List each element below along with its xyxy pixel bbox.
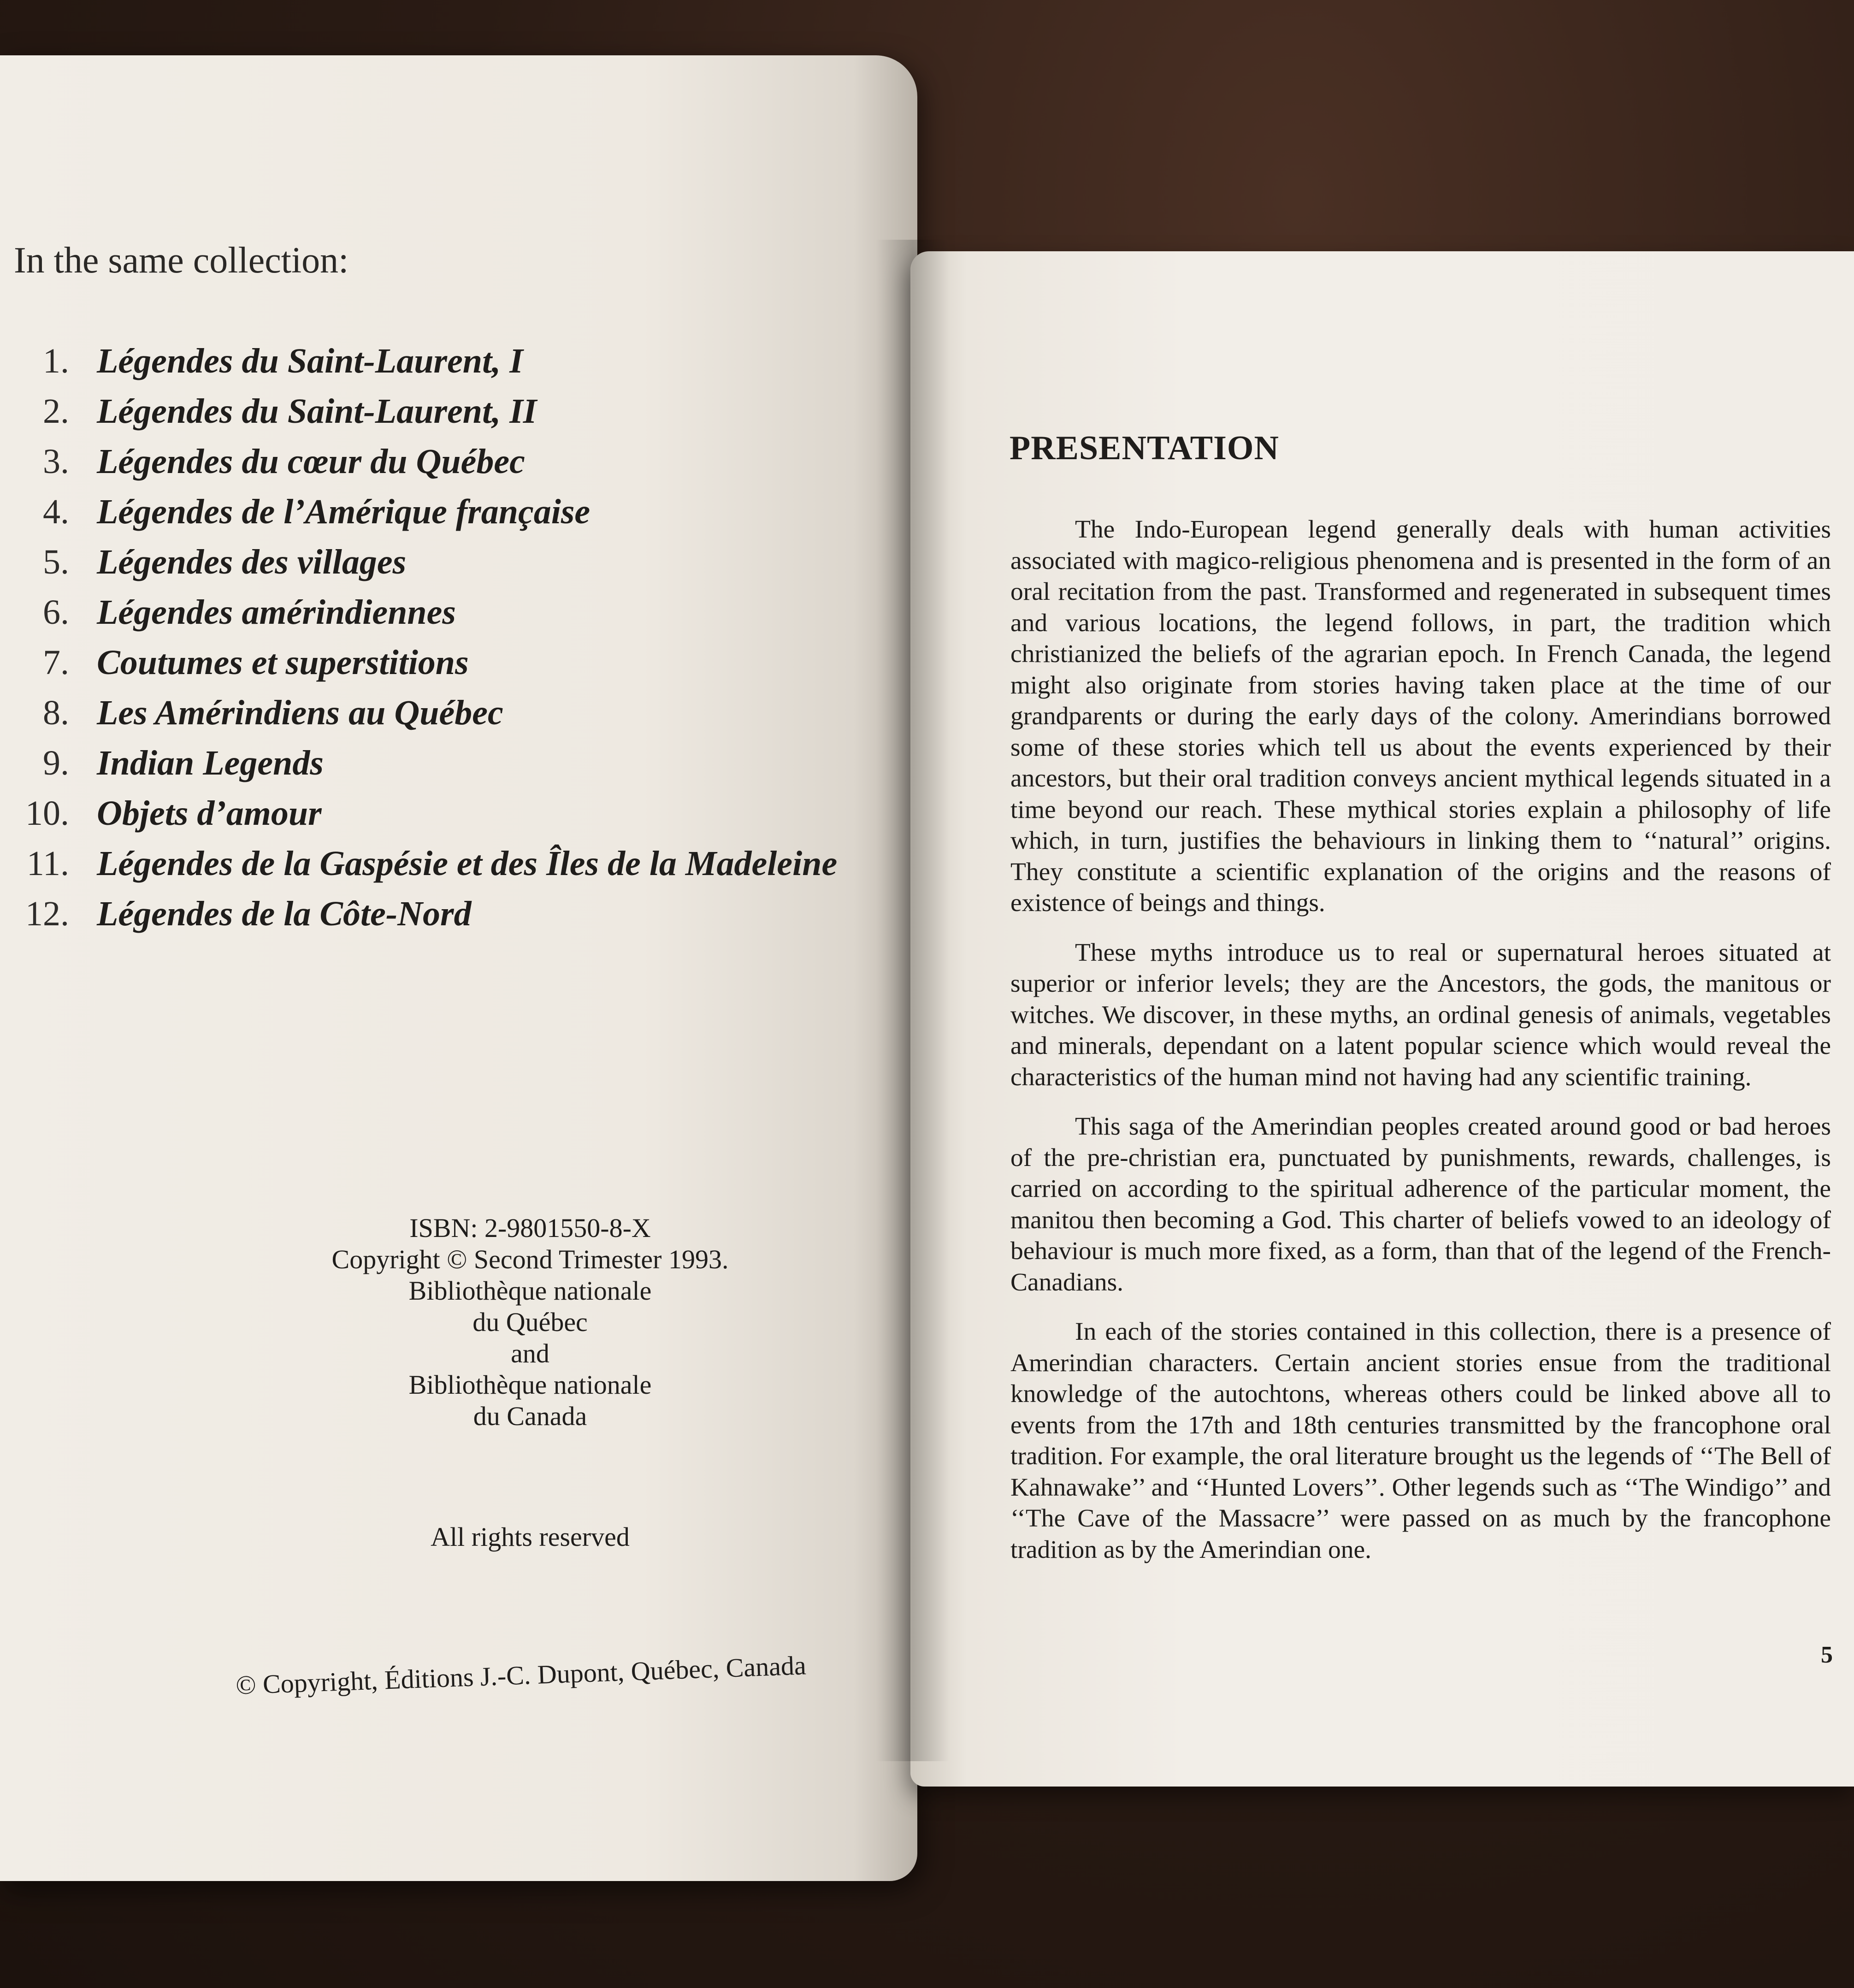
list-item: [9, 894, 885, 944]
library-line: Bibliothèque nationale: [408, 1276, 652, 1306]
list-item-number: 9.: [43, 744, 69, 782]
imprint-block: [277, 1213, 784, 1432]
list-item-title: Légendes du Saint-Laurent, I: [97, 342, 523, 380]
list-item: [9, 643, 885, 693]
list-item-number: 7.: [43, 643, 69, 682]
list-item: [9, 592, 885, 643]
list-item-number: 6.: [43, 593, 69, 632]
list-item-title: Légendes du cœur du Québec: [97, 442, 525, 481]
list-item-number: 3.: [43, 442, 69, 481]
list-item-number: 10.: [25, 794, 69, 833]
list-item-title: Légendes amérindiennes: [97, 593, 456, 632]
list-item-title: Les Amérindiens au Québec: [97, 693, 503, 732]
collection-list: [9, 341, 885, 944]
paragraph: This saga of the Amerindian peoples created around good or bad heroes of the pre-christian era, punctuated by punishments, rewards, challenges, is carried on according to the spiritual adherence of the particular moment, the manitou then becoming a God. This charter of beliefs vowed to an ideology of behaviour is much more fixed, as a form, than that of the legend of the French-Canadians.: [1010, 1112, 1831, 1296]
list-item: [9, 844, 885, 894]
list-item: [9, 542, 885, 592]
list-item-number: 1.: [43, 342, 69, 380]
list-item-title: Indian Legends: [97, 744, 324, 782]
library-line: du Québec: [472, 1307, 588, 1337]
copyright-line: Copyright © Second Trimester 1993.: [331, 1244, 729, 1274]
list-item: [9, 693, 885, 743]
list-item-number: 12.: [25, 894, 69, 933]
library-line: and: [511, 1338, 549, 1368]
list-item: [9, 492, 885, 542]
library-line: du Canada: [473, 1401, 587, 1431]
page-number: 5: [1821, 1642, 1833, 1668]
list-item-number: 4.: [43, 492, 69, 531]
collection-heading: In the same collection:: [14, 240, 349, 281]
paragraph: The Indo-European legend generally deals with human activities associated with magico-religious phenomena and is presented in the form of an oral recitation from the past. Transformed and regenerated in subsequent times and various locations, the legend follows, in part, the tradition which christianized the beliefs of the agrarian epoch. In French Canada, the legend might also originate from stories having taken place at the time of our grandparents or during the early days of the colony. Amerindians borrowed some of these stories which tell us about the events experienced by their ancestors, but their oral tradition conveys ancient mythical legends situated in a time beyond our reach. These mythical stories explain a philosophy of life which, in turn, justifies the behaviours in linking them to ‘‘natural’’ origins. They constitute a scientific explanation of the origins and the reasons of existence of beings and things.: [1010, 515, 1831, 917]
paragraph: In each of the stories contained in this collection, there is a presence of Amerindian characters. Certain ancient stories ensue from the traditional knowledge of the autochtons, whereas others could be linked above all to events from the 17th and 18th centuries transmitted by the francophone oral tradition. For example, the oral literature brought us the legends of ‘‘The Bell of Kahnawake’’ and ‘‘Hunted Lovers’’. Other legends such as ‘‘The Windigo’’ and ‘‘The Cave of the Massacre’’ were passed on as much by the francophone tradition as by the Amerindian one.: [1010, 1318, 1831, 1564]
list-item: [9, 391, 885, 442]
book-gutter: [876, 240, 950, 1761]
list-item-title: Légendes des villages: [97, 543, 407, 581]
list-item-title: Coutumes et superstitions: [97, 643, 469, 682]
list-item-title: Objets d’amour: [97, 794, 322, 833]
list-item: [9, 442, 885, 492]
publisher-copyright: © Copyright, Éditions J.-C. Dupont, Québec, Canada: [235, 1650, 807, 1700]
list-item-number: 5.: [43, 543, 69, 581]
list-item-title: Légendes de la Gaspésie et des Îles de la Madeleine: [97, 844, 838, 883]
left-page: [0, 55, 917, 1881]
paragraph: These myths introduce us to real or supernatural heroes situated at superior or inferior levels; they are the Ancestors, the gods, the manitous or witches. We discover, in these myths, an ordinal genesis of animals, vegetables and minerals, dependant on a latent popular science which would reveal the characteristics of the human mind not having had any scientific training.: [1010, 938, 1831, 1091]
list-item-number: 2.: [43, 392, 69, 431]
list-item: [9, 341, 885, 391]
list-item-title: Légendes de la Côte-Nord: [97, 894, 472, 933]
list-item-number: 11.: [26, 844, 69, 883]
page-title: PRESENTATION: [1010, 429, 1279, 467]
list-item-number: 8.: [43, 693, 69, 732]
list-item-title: Légendes de l’Amérique française: [97, 492, 590, 531]
list-item: [9, 743, 885, 793]
isbn: ISBN: 2-9801550-8-X: [409, 1213, 651, 1243]
presentation-body: [1010, 514, 1831, 1584]
list-item-title: Légendes du Saint-Laurent, II: [97, 392, 537, 431]
rights-statement: All rights reserved: [431, 1522, 630, 1552]
list-item: [9, 793, 885, 844]
library-line: Bibliothèque nationale: [408, 1370, 652, 1400]
